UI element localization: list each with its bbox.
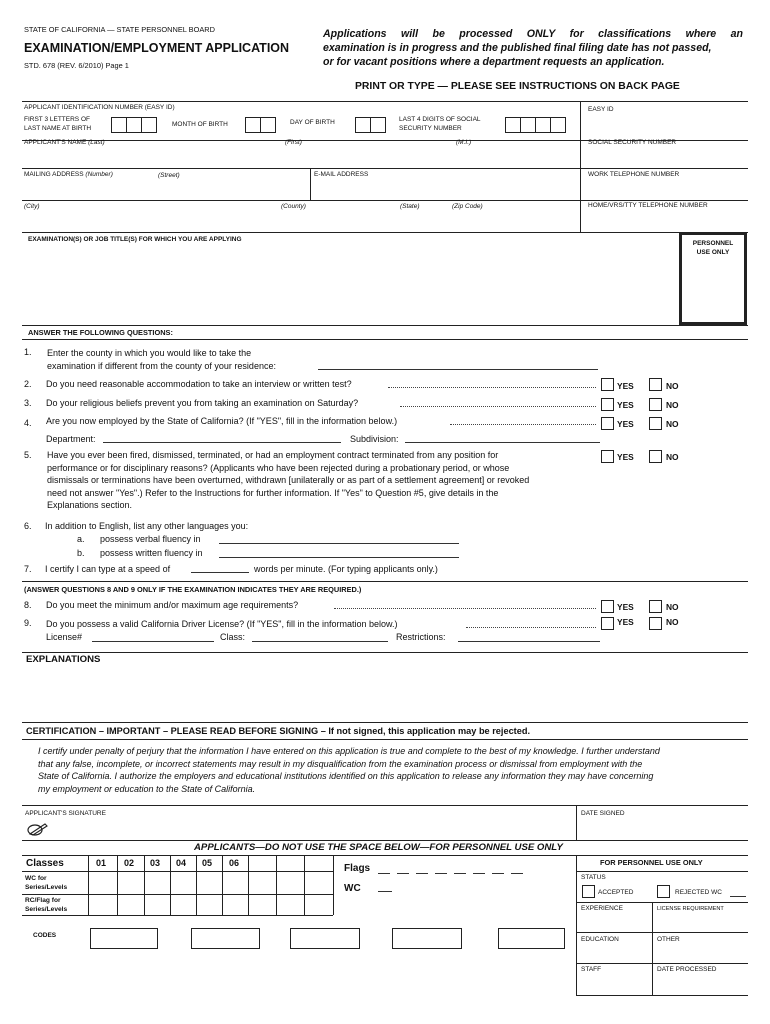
certification-line4: my employment or education to the State of California. bbox=[38, 783, 256, 794]
code-box-4[interactable] bbox=[392, 928, 462, 949]
q1-number: 1. bbox=[24, 347, 32, 357]
signature-field[interactable] bbox=[28, 818, 576, 840]
q3-yes-checkbox[interactable] bbox=[601, 398, 614, 411]
q2-number: 2. bbox=[24, 379, 32, 389]
q9-no-checkbox[interactable] bbox=[649, 617, 662, 630]
experience-label: EXPERIENCE bbox=[581, 905, 623, 912]
applicant-name-text: APPLICANT'S NAME bbox=[24, 139, 87, 146]
q1-county-input[interactable] bbox=[318, 369, 598, 370]
first-name-label: (First) bbox=[285, 139, 302, 146]
form-title: EXAMINATION/EMPLOYMENT APPLICATION bbox=[24, 41, 290, 55]
q5-line1: Have you ever been fired, dismissed, terminated, or had an employment contract terminated from any position for bbox=[47, 450, 499, 460]
q2-text: Do you need reasonable accommodation to take an interview or written test? bbox=[46, 379, 352, 389]
q7-wpm-input[interactable] bbox=[191, 572, 249, 573]
other-label: OTHER bbox=[657, 936, 680, 943]
last-name-label: (Last) bbox=[88, 139, 105, 146]
q4-subdivision-input[interactable] bbox=[405, 442, 600, 443]
first3-label-line1: FIRST 3 LETTERS OF bbox=[24, 116, 90, 123]
rejected-checkbox[interactable] bbox=[657, 885, 670, 898]
q6a-input[interactable] bbox=[219, 543, 459, 544]
q9-license-label: License# bbox=[46, 632, 83, 642]
q4-no-checkbox[interactable] bbox=[649, 417, 662, 430]
q6-text: In addition to English, list any other languages you: bbox=[45, 521, 249, 531]
zip-label: (Zip Code) bbox=[452, 203, 483, 210]
q7-number: 7. bbox=[24, 564, 32, 574]
wc-flag-label: WC bbox=[344, 883, 361, 894]
q5-text bbox=[47, 449, 529, 512]
rc-label-line1: RC/Flag for bbox=[25, 897, 61, 904]
q9-class-label: Class: bbox=[220, 632, 246, 642]
staff-label: STAFF bbox=[581, 966, 602, 973]
q3-number: 3. bbox=[24, 398, 32, 408]
q8-yes-checkbox[interactable] bbox=[601, 600, 614, 613]
code-box-1[interactable] bbox=[90, 928, 158, 949]
q9-number: 9. bbox=[24, 618, 32, 628]
accepted-label: ACCEPTED bbox=[598, 889, 634, 896]
q4-no-label: NO bbox=[666, 419, 679, 429]
code-box-5[interactable] bbox=[498, 928, 565, 949]
q8-yes-label: YES bbox=[617, 602, 634, 612]
class-col-03: 03 bbox=[150, 858, 161, 868]
q6a-letter: a. bbox=[77, 534, 85, 544]
form-number: STD. 678 (REV. 6/2010) Page 1 bbox=[24, 61, 129, 70]
q6b-text: possess written fluency in bbox=[100, 548, 203, 558]
agency-line: STATE OF CALIFORNIA — STATE PERSONNEL BOARD bbox=[24, 25, 215, 34]
q5-line5: Explanations section. bbox=[47, 500, 133, 510]
license-requirement-label: LICENSE REQUIREMENT bbox=[657, 906, 724, 912]
education-label: EDUCATION bbox=[581, 936, 619, 943]
work-phone-label: WORK TELEPHONE NUMBER bbox=[588, 171, 680, 178]
certification-heading: CERTIFICATION – IMPORTANT – PLEASE READ BEFORE SIGNING – If not signed, this application may be rejected. bbox=[26, 726, 531, 736]
q9-restrictions-label: Restrictions: bbox=[396, 632, 446, 642]
personnel-banner: APPLICANTS—DO NOT USE THE SPACE BELOW—FOR PERSONNEL USE ONLY bbox=[194, 842, 563, 853]
personnel-use-label bbox=[682, 239, 744, 257]
date-signed-label: DATE SIGNED bbox=[581, 810, 625, 817]
q4-subdivision-label: Subdivision: bbox=[350, 434, 399, 444]
q9-class-input[interactable] bbox=[252, 641, 388, 642]
signature-label: APPLICANT'S SIGNATURE bbox=[25, 810, 106, 817]
wc-label-line1: WC for bbox=[25, 875, 47, 882]
class-col-01: 01 bbox=[96, 858, 107, 868]
number-label: (Number) bbox=[85, 171, 113, 178]
q5-yes-label: YES bbox=[617, 452, 634, 462]
personnel-line-1: PERSONNEL bbox=[692, 240, 734, 247]
accepted-checkbox[interactable] bbox=[582, 885, 595, 898]
city-label: (City) bbox=[24, 203, 40, 210]
ssn4-label bbox=[399, 115, 481, 133]
q5-no-label: NO bbox=[666, 452, 679, 462]
flags-label: Flags bbox=[344, 863, 371, 874]
q4-text: Are you now employed by the State of California? (If "YES", fill in the information below.) bbox=[46, 416, 398, 426]
certification-line2: that any false, incomplete, or incorrect statements may result in my disqualification from the examination process or dismissal from employment with the bbox=[38, 758, 643, 769]
q3-no-checkbox[interactable] bbox=[649, 398, 662, 411]
personnel-use-box bbox=[679, 232, 747, 325]
ssn-label: SOCIAL SECURITY NUMBER bbox=[588, 139, 677, 146]
rc-label-line2: Series/Levels bbox=[25, 906, 68, 913]
wc-label bbox=[25, 874, 67, 892]
certification-line1: I certify under penalty of perjury that the information I have entered on this application is true and complete to the best of my knowledge. I further understand bbox=[38, 746, 660, 756]
first3-label bbox=[24, 115, 91, 133]
q8-text: Do you meet the minimum and/or maximum age requirements? bbox=[46, 600, 299, 610]
q6a-text: possess verbal fluency in bbox=[100, 534, 201, 544]
q7-text-pre: I certify I can type at a speed of bbox=[45, 564, 171, 574]
ssn4-label-line1: LAST 4 DIGITS OF SOCIAL bbox=[399, 116, 481, 123]
code-box-3[interactable] bbox=[290, 928, 360, 949]
q6-number: 6. bbox=[24, 521, 32, 531]
notice-line-1: Applications will be processed ONLY for classifications where an bbox=[323, 28, 743, 40]
ssn4-label-line2: SECURITY NUMBER bbox=[399, 125, 462, 132]
county-label: (County) bbox=[281, 203, 306, 210]
class-col-02: 02 bbox=[124, 858, 135, 868]
class-col-05: 05 bbox=[202, 858, 213, 868]
month-input[interactable] bbox=[245, 117, 276, 133]
q5-number: 5. bbox=[24, 450, 32, 460]
home-phone-label: HOME/VRS/TTY TELEPHONE NUMBER bbox=[588, 202, 708, 209]
mailing-label bbox=[24, 171, 113, 178]
personnel-right-title: FOR PERSONNEL USE ONLY bbox=[600, 858, 703, 867]
questions-heading: ANSWER THE FOLLOWING QUESTIONS: bbox=[28, 328, 173, 337]
q6b-input[interactable] bbox=[219, 557, 459, 558]
wc-label-line2: Series/Levels bbox=[25, 884, 68, 891]
q3-yes-label: YES bbox=[617, 400, 634, 410]
rc-label bbox=[25, 896, 67, 914]
q5-line4: need not answer "Yes".) Refer to the Instructions for further information. If "Yes" to Question #5, give details in the bbox=[47, 487, 499, 498]
date-processed-label: DATE PROCESSED bbox=[657, 966, 717, 973]
q9-restrictions-input[interactable] bbox=[458, 641, 600, 642]
q2-yes-label: YES bbox=[617, 381, 634, 391]
notice-line-3: or for vacant positions where a department requests an application. bbox=[323, 56, 665, 68]
q4-yes-checkbox[interactable] bbox=[601, 417, 614, 430]
q2-no-checkbox[interactable] bbox=[649, 378, 662, 391]
notice-line-2: examination is in progress and the published final filing date has not passed, bbox=[323, 42, 712, 54]
q5-no-checkbox[interactable] bbox=[649, 450, 662, 463]
q1-line1: Enter the county in which you would like to take the bbox=[47, 348, 252, 358]
date-signed-field[interactable] bbox=[581, 818, 746, 840]
q3-text: Do your religious beliefs prevent you from taking an examination on Saturday? bbox=[46, 398, 359, 408]
q9-yes-checkbox[interactable] bbox=[601, 617, 614, 630]
processing-notice bbox=[323, 27, 743, 69]
q2-yes-checkbox[interactable] bbox=[601, 378, 614, 391]
applicant-name-label bbox=[24, 139, 105, 146]
print-instructions: PRINT OR TYPE — PLEASE SEE INSTRUCTIONS ON BACK PAGE bbox=[355, 81, 680, 92]
q9-text: Do you possess a valid California Driver License? (If "YES", fill in the information below.) bbox=[46, 619, 398, 629]
q5-line2: performance or for disciplinary reasons? (Applicants who have been rejected during a probationary period, or whose bbox=[47, 462, 510, 473]
first3-label-line2: LAST NAME AT BIRTH bbox=[24, 125, 92, 132]
q3-no-label: NO bbox=[666, 400, 679, 410]
street-label: (Street) bbox=[158, 172, 180, 179]
q4-department-label: Department: bbox=[46, 434, 96, 444]
certification-statement bbox=[38, 745, 660, 795]
q8-no-checkbox[interactable] bbox=[649, 600, 662, 613]
status-label: STATUS bbox=[581, 874, 606, 881]
rejected-label: REJECTED WC bbox=[675, 889, 722, 896]
codes-label: CODES bbox=[33, 932, 57, 939]
code-box-2[interactable] bbox=[191, 928, 260, 949]
first3-input[interactable] bbox=[111, 117, 157, 133]
q5-line3: dismissals or terminations have been overturned, withdrawn [unilaterally or as part of a settlement agreement] or revoked bbox=[47, 475, 530, 485]
easy-id-label: EASY ID bbox=[588, 106, 614, 113]
ssn4-input[interactable] bbox=[505, 117, 566, 133]
q4-department-input[interactable] bbox=[103, 442, 341, 443]
q8-number: 8. bbox=[24, 600, 32, 610]
class-col-04: 04 bbox=[176, 858, 187, 868]
state-label: (State) bbox=[400, 203, 420, 210]
class-col-06: 06 bbox=[229, 858, 240, 868]
day-input[interactable] bbox=[355, 117, 386, 133]
certification-line3: State of California. I authorize the employers and educational institutions identified on this application to release any information they may have concerning bbox=[38, 771, 654, 781]
q9-license-input[interactable] bbox=[92, 641, 214, 642]
exam-label: EXAMINATION(S) OR JOB TITLE(S) FOR WHICH YOU ARE APPLYING bbox=[28, 236, 242, 243]
day-label: DAY OF BIRTH bbox=[290, 119, 335, 126]
classes-label: Classes bbox=[26, 858, 64, 869]
q6b-letter: b. bbox=[77, 548, 85, 558]
easy-id-heading: APPLICANT IDENTIFICATION NUMBER (EASY ID) bbox=[24, 104, 175, 111]
q2-no-label: NO bbox=[666, 381, 679, 391]
q4-number: 4. bbox=[24, 418, 32, 428]
mailing-text: MAILING ADDRESS bbox=[24, 171, 84, 178]
month-label: MONTH OF BIRTH bbox=[172, 121, 228, 128]
mi-label: (M.I.) bbox=[456, 139, 472, 146]
email-label: E-MAIL ADDRESS bbox=[314, 171, 369, 178]
personnel-line-2: USE ONLY bbox=[696, 249, 730, 256]
q5-yes-checkbox[interactable] bbox=[601, 450, 614, 463]
q8-no-label: NO bbox=[666, 602, 679, 612]
explanations-area[interactable] bbox=[22, 668, 748, 722]
q1-text bbox=[47, 347, 276, 372]
q9-no-label: NO bbox=[666, 617, 679, 627]
q9-yes-label: YES bbox=[617, 617, 634, 627]
explanations-heading: EXPLANATIONS bbox=[26, 654, 101, 665]
conditional-note: (ANSWER QUESTIONS 8 AND 9 ONLY IF THE EXAMINATION INDICATES THEY ARE REQUIRED.) bbox=[24, 585, 362, 594]
q7-text-post: words per minute. (For typing applicants only.) bbox=[254, 564, 438, 574]
q1-line2: examination if different from the county of your residence: bbox=[47, 360, 276, 371]
q4-yes-label: YES bbox=[617, 419, 634, 429]
